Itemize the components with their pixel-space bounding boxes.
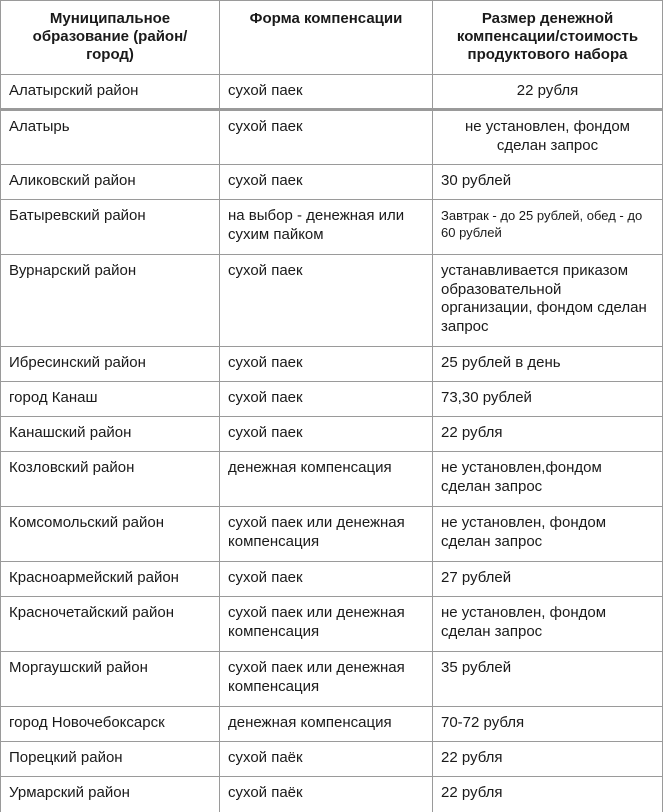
municipality-cell: Алатырь xyxy=(1,110,220,165)
table-row xyxy=(1,597,663,652)
table-row xyxy=(1,382,663,417)
form-cell: сухой паек xyxy=(220,165,433,200)
form-cell: сухой паек xyxy=(220,110,433,165)
amount-cell: 22 рубля xyxy=(433,75,663,110)
municipality-cell: Батыревский район xyxy=(1,200,220,255)
table-row xyxy=(1,777,663,812)
municipality-cell: Красночетайский район xyxy=(1,597,220,652)
form-cell: сухой паек xyxy=(220,347,433,382)
form-cell: сухой паек или денежная компенсация xyxy=(220,597,433,652)
amount-cell: не установлен, фондом сделан запрос xyxy=(433,507,663,562)
form-cell: сухой паек xyxy=(220,75,433,110)
amount-cell: 73,30 рублей xyxy=(433,382,663,417)
amount-cell: 27 рублей xyxy=(433,562,663,597)
form-cell: денежная компенсация xyxy=(220,452,433,507)
table-row xyxy=(1,200,663,255)
header-compensation-form: Форма компенсации xyxy=(220,1,433,75)
form-cell: сухой паек xyxy=(220,255,433,347)
table-row xyxy=(1,707,663,742)
municipality-cell: Алатырский район xyxy=(1,75,220,110)
municipality-cell: Моргаушский район xyxy=(1,652,220,707)
table-row xyxy=(1,652,663,707)
table-row xyxy=(1,417,663,452)
municipality-cell: Вурнарский район xyxy=(1,255,220,347)
municipality-cell: Урмарский район xyxy=(1,777,220,812)
amount-cell: 35 рублей xyxy=(433,652,663,707)
table-row xyxy=(1,75,663,110)
header-compensation-amount: Размер денежной компенсации/стоимость продуктового набора xyxy=(433,1,663,75)
amount-cell: не установлен,фондом сделан запрос xyxy=(433,452,663,507)
table-header-row xyxy=(1,1,663,75)
amount-cell: 22 рубля xyxy=(433,742,663,777)
form-cell: сухой паёк xyxy=(220,777,433,812)
municipality-cell: Канашский район xyxy=(1,417,220,452)
form-cell: сухой паек или денежная компенсация xyxy=(220,652,433,707)
amount-cell: не установлен, фондом сделан запрос xyxy=(433,110,663,165)
header-municipality: Муниципальное образование (район/город) xyxy=(1,1,220,75)
municipality-cell: город Новочебоксарск xyxy=(1,707,220,742)
municipality-cell: Аликовский район xyxy=(1,165,220,200)
form-cell: сухой паёк xyxy=(220,742,433,777)
form-cell: на выбор - денежная или сухим пайком xyxy=(220,200,433,255)
form-cell: сухой паек xyxy=(220,417,433,452)
amount-cell: Завтрак - до 25 рублей, обед - до 60 рублей xyxy=(433,200,663,255)
amount-cell: 22 рубля xyxy=(433,417,663,452)
municipality-cell: Комсомольский район xyxy=(1,507,220,562)
table-row xyxy=(1,347,663,382)
table-row xyxy=(1,110,663,165)
table-row xyxy=(1,562,663,597)
table-row xyxy=(1,507,663,562)
amount-cell: 30 рублей xyxy=(433,165,663,200)
table-row xyxy=(1,165,663,200)
amount-cell: 22 рубля xyxy=(433,777,663,812)
table-row xyxy=(1,452,663,507)
form-cell: сухой паек xyxy=(220,562,433,597)
municipality-cell: Козловский район xyxy=(1,452,220,507)
municipality-cell: Порецкий район xyxy=(1,742,220,777)
form-cell: сухой паек xyxy=(220,382,433,417)
amount-cell: 25 рублей в день xyxy=(433,347,663,382)
table-row xyxy=(1,742,663,777)
municipality-cell: город Канаш xyxy=(1,382,220,417)
form-cell: сухой паек или денежная компенсация xyxy=(220,507,433,562)
municipality-cell: Ибресинский район xyxy=(1,347,220,382)
form-cell: денежная компенсация xyxy=(220,707,433,742)
amount-cell: 70-72 рубля xyxy=(433,707,663,742)
municipality-cell: Красноармейский район xyxy=(1,562,220,597)
amount-cell: не установлен, фондом сделан запрос xyxy=(433,597,663,652)
amount-cell: устанавливается приказом образовательной организации, фондом сделан запрос xyxy=(433,255,663,347)
table-row xyxy=(1,255,663,347)
